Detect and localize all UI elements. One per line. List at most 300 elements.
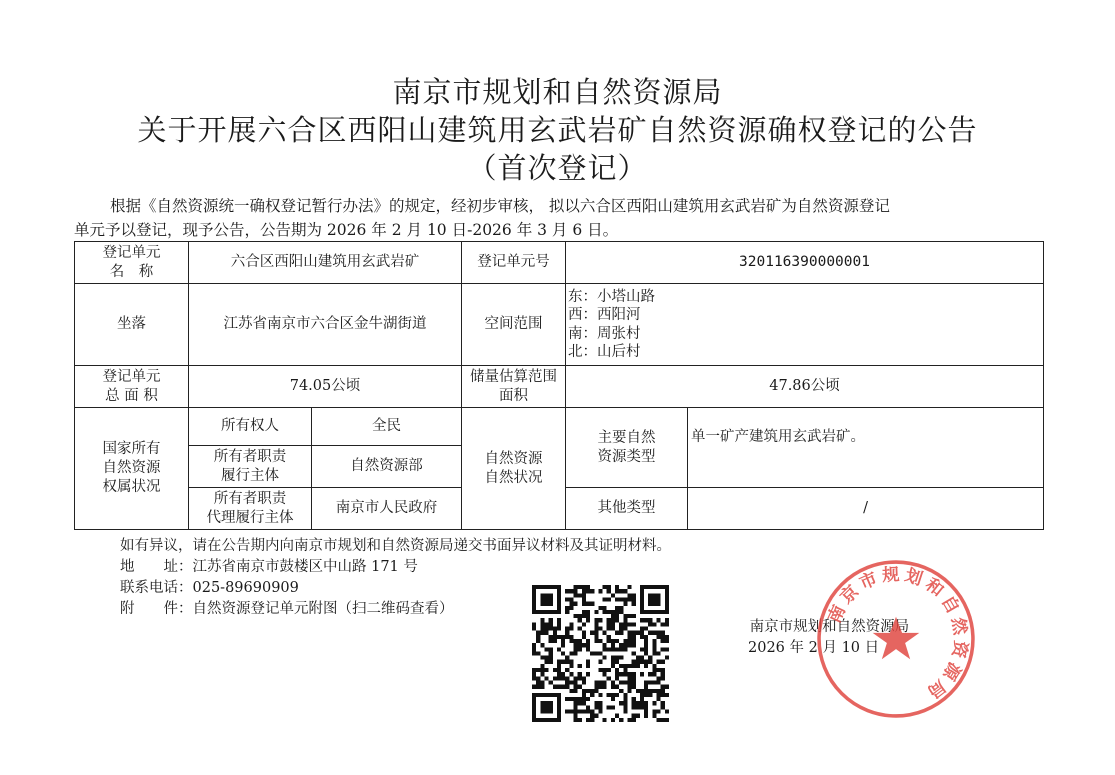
qr-module — [586, 705, 590, 709]
qr-module — [607, 635, 611, 639]
qr-module — [665, 685, 669, 689]
qr-module — [665, 635, 669, 639]
qr-module — [569, 660, 573, 664]
qr-module — [652, 602, 656, 606]
qr-module — [623, 643, 627, 647]
qr-module — [627, 593, 631, 597]
qr-module — [661, 622, 665, 626]
qr-module — [540, 664, 544, 668]
document-subtitle-note: （首次登记） — [467, 151, 648, 185]
qr-module — [532, 693, 536, 697]
qr-module — [632, 672, 636, 676]
qr-module — [644, 585, 648, 589]
table-row — [75, 284, 1044, 366]
qr-module — [586, 639, 590, 643]
qr-module — [665, 710, 669, 714]
qr-module — [574, 710, 578, 714]
qr-module — [540, 680, 544, 684]
qr-module — [657, 618, 661, 622]
qr-module — [565, 631, 569, 635]
qr-module — [615, 676, 619, 680]
qr-module — [549, 585, 553, 589]
qr-module — [569, 597, 573, 601]
qr-module — [553, 676, 557, 680]
qr-module — [611, 647, 615, 651]
qr-module — [603, 643, 607, 647]
qr-module — [544, 593, 548, 597]
qr-module — [661, 631, 665, 635]
qr-module — [640, 635, 644, 639]
qr-module — [661, 685, 665, 689]
qr-module — [657, 635, 661, 639]
qr-module — [557, 589, 561, 593]
total-area-value: 74.05公顷 — [189, 366, 462, 408]
qr-module — [582, 701, 586, 705]
qr-module — [557, 710, 561, 714]
qr-module — [578, 643, 582, 647]
qr-module — [640, 589, 644, 593]
qr-module — [615, 610, 619, 614]
qr-module — [619, 672, 623, 676]
qr-module — [557, 697, 561, 701]
qr-module — [603, 685, 607, 689]
qr-module — [532, 685, 536, 689]
qr-module — [615, 631, 619, 635]
other-type-label: 其他类型 — [566, 488, 688, 530]
qr-module — [632, 639, 636, 643]
qr-module — [557, 685, 561, 689]
qr-module — [532, 610, 536, 614]
attachment-line: 附 件：自然资源登记单元附图（扫二维码查看） — [120, 601, 454, 617]
qr-module — [665, 610, 669, 614]
qr-module — [644, 660, 648, 664]
location-label: 坐落 — [75, 284, 189, 366]
qr-module — [665, 606, 669, 610]
qr-module — [565, 660, 569, 664]
qr-module — [565, 676, 569, 680]
qr-module — [661, 647, 665, 651]
qr-module — [536, 668, 540, 672]
qr-module — [623, 668, 627, 672]
qr-module — [632, 664, 636, 668]
qr-module — [544, 693, 548, 697]
qr-module — [607, 705, 611, 709]
qr-module — [611, 622, 615, 626]
qr-module — [582, 643, 586, 647]
qr-module — [607, 676, 611, 680]
qr-module — [569, 639, 573, 643]
qr-module — [549, 660, 553, 664]
qr-module — [582, 689, 586, 693]
qr-module — [615, 614, 619, 618]
qr-module — [603, 718, 607, 722]
qr-module — [594, 610, 598, 614]
spatial-scope-value: 东：小塔山路 西：西阳河 南：周张村 北：山后村 — [566, 284, 1044, 366]
qr-module — [553, 693, 557, 697]
qr-module — [561, 685, 565, 689]
qr-module — [582, 597, 586, 601]
qr-module — [594, 618, 598, 622]
qr-module — [644, 639, 648, 643]
qr-module — [590, 693, 594, 697]
qr-module — [574, 676, 578, 680]
qr-module — [582, 676, 586, 680]
qr-module — [565, 685, 569, 689]
qr-module — [598, 693, 602, 697]
qr-module — [536, 676, 540, 680]
qr-module — [549, 680, 553, 684]
qr-module — [540, 693, 544, 697]
objection-note: 如有异议，请在公告期内向南京市规划和自然资源局递交书面异议材料及其证明材料。 — [120, 538, 671, 554]
qr-module — [657, 718, 661, 722]
qr-module — [574, 680, 578, 684]
qr-module — [532, 585, 536, 589]
qr-module — [540, 585, 544, 589]
qr-module — [578, 647, 582, 651]
qr-module — [611, 639, 615, 643]
qr-module — [661, 639, 665, 643]
qr-module — [619, 606, 623, 610]
qr-module — [532, 647, 536, 651]
qr-module — [557, 718, 561, 722]
qr-module — [657, 668, 661, 672]
qr-module — [636, 656, 640, 660]
qr-module — [544, 710, 548, 714]
qr-module — [536, 639, 540, 643]
qr-module — [565, 627, 569, 631]
qr-module — [578, 697, 582, 701]
qr-module — [665, 647, 669, 651]
qr-module — [574, 705, 578, 709]
qr-module — [586, 614, 590, 618]
qr-module — [648, 660, 652, 664]
qr-module — [582, 614, 586, 618]
qr-module — [540, 593, 544, 597]
qr-module — [665, 718, 669, 722]
qr-module — [540, 672, 544, 676]
qr-module — [590, 689, 594, 693]
qr-module — [582, 631, 586, 635]
qr-module — [627, 685, 631, 689]
qr-module — [569, 627, 573, 631]
qr-module — [598, 710, 602, 714]
reserve-area-value: 47.86公顷 — [566, 366, 1044, 408]
qr-module — [565, 597, 569, 601]
qr-module — [544, 660, 548, 664]
intro-paragraph-line1: 根据《自然资源统一确权登记暂行办法》的规定，经初步审核， 拟以六合区西阳山建筑用玄武岩矿为自然资源登记 — [110, 197, 890, 215]
qr-module — [661, 701, 665, 705]
qr-module — [615, 647, 619, 651]
qr-module — [549, 593, 553, 597]
qr-module — [569, 602, 573, 606]
qr-module — [611, 664, 615, 668]
qr-module — [623, 680, 627, 684]
qr-module — [607, 589, 611, 593]
qr-module — [627, 597, 631, 601]
qr-module — [557, 602, 561, 606]
qr-module — [557, 705, 561, 709]
qr-module — [578, 676, 582, 680]
qr-module — [640, 697, 644, 701]
qr-module — [636, 664, 640, 668]
qr-module — [574, 647, 578, 651]
qr-module — [582, 710, 586, 714]
intro-paragraph-line2: 单元予以登记，现予公告，公告期为 2026 年 2 月 10 日-2026 年 3 月 6 日。 — [74, 221, 619, 239]
qr-module — [615, 618, 619, 622]
qr-module — [590, 651, 594, 655]
qr-module — [557, 701, 561, 705]
qr-module — [619, 597, 623, 601]
qr-module — [565, 697, 569, 701]
qr-module — [623, 664, 627, 668]
qr-module — [632, 705, 636, 709]
qr-module — [598, 651, 602, 655]
qr-module — [598, 606, 602, 610]
qr-module — [627, 622, 631, 626]
qr-module — [590, 714, 594, 718]
qr-module — [627, 639, 631, 643]
qr-module — [611, 660, 615, 664]
qr-module — [586, 689, 590, 693]
qr-module — [540, 643, 544, 647]
qr-module — [598, 668, 602, 672]
qr-module — [615, 639, 619, 643]
qr-module — [632, 631, 636, 635]
qr-module — [557, 622, 561, 626]
qr-module — [640, 672, 644, 676]
qr-module — [640, 693, 644, 697]
qr-module — [549, 622, 553, 626]
qr-module — [549, 647, 553, 651]
address-line: 地 址：江苏省南京市鼓楼区中山路 171 号 — [120, 559, 418, 575]
qr-module — [665, 602, 669, 606]
qr-module — [611, 610, 615, 614]
qr-module — [623, 701, 627, 705]
qr-module — [636, 714, 640, 718]
qr-module — [582, 593, 586, 597]
qr-module — [644, 618, 648, 622]
qr-module — [549, 635, 553, 639]
qr-module — [648, 610, 652, 614]
qr-module — [603, 610, 607, 614]
main-type-label: 主要自然 资源类型 — [566, 408, 688, 488]
qr-module — [544, 602, 548, 606]
qr-module — [623, 614, 627, 618]
qr-module — [648, 689, 652, 693]
qr-module — [565, 710, 569, 714]
qr-module — [594, 705, 598, 709]
qr-module — [661, 689, 665, 693]
qr-module — [586, 664, 590, 668]
qr-module — [557, 606, 561, 610]
table-row — [75, 408, 1044, 446]
qr-module — [615, 656, 619, 660]
qr-module — [578, 664, 582, 668]
qr-module — [644, 693, 648, 697]
qr-module — [661, 705, 665, 709]
qr-module — [644, 647, 648, 651]
qr-module — [578, 685, 582, 689]
qr-module — [582, 602, 586, 606]
owner-label: 所有权人 — [189, 408, 312, 446]
qr-module — [640, 585, 644, 589]
qr-module — [569, 622, 573, 626]
qr-module — [565, 589, 569, 593]
qr-module — [615, 672, 619, 676]
qr-module — [598, 639, 602, 643]
qr-module — [652, 689, 656, 693]
qr-module — [553, 718, 557, 722]
qr-module — [627, 631, 631, 635]
qr-module — [611, 705, 615, 709]
qr-module — [594, 714, 598, 718]
document-subtitle: 关于开展六合区西阳山建筑用玄武岩矿自然资源确权登记的公告 — [137, 113, 978, 147]
qr-code[interactable] — [530, 585, 671, 722]
qr-module — [652, 597, 656, 601]
qr-module — [594, 680, 598, 684]
qr-module — [636, 631, 640, 635]
qr-module — [536, 718, 540, 722]
qr-module — [598, 701, 602, 705]
qr-module — [619, 627, 623, 631]
qr-module — [594, 685, 598, 689]
location-value: 江苏省南京市六合区金牛湖街道 — [189, 284, 462, 366]
qr-module — [615, 589, 619, 593]
qr-module — [544, 627, 548, 631]
qr-module — [549, 705, 553, 709]
qr-module — [540, 668, 544, 672]
qr-module — [582, 680, 586, 684]
qr-module — [644, 635, 648, 639]
qr-module — [544, 656, 548, 660]
qr-module — [544, 701, 548, 705]
qr-module — [549, 627, 553, 631]
qr-module — [627, 676, 631, 680]
qr-module — [644, 680, 648, 684]
qr-module — [607, 610, 611, 614]
qr-module — [623, 622, 627, 626]
qr-module — [607, 639, 611, 643]
qr-module — [657, 693, 661, 697]
qr-module — [652, 593, 656, 597]
qr-module — [557, 714, 561, 718]
qr-module — [640, 593, 644, 597]
document-title: 南京市规划和自然资源局 — [392, 75, 723, 109]
svg-text:南京市规划和自然资源局: 南京市规划和自然资源局 — [824, 564, 971, 705]
table-row — [75, 366, 1044, 408]
qr-module — [565, 680, 569, 684]
qr-module — [557, 585, 561, 589]
qr-module — [574, 685, 578, 689]
spatial-scope-label: 空间范围 — [462, 284, 566, 366]
qr-module — [644, 705, 648, 709]
qr-module — [540, 631, 544, 635]
qr-module — [590, 718, 594, 722]
qr-module — [640, 606, 644, 610]
qr-module — [574, 714, 578, 718]
qr-module — [536, 635, 540, 639]
qr-module — [586, 610, 590, 614]
qr-module — [632, 614, 636, 618]
qr-module — [569, 651, 573, 655]
qr-module — [532, 606, 536, 610]
issuer-name: 南京市规划和自然资源局 — [749, 619, 910, 635]
qr-module — [574, 701, 578, 705]
qr-module — [603, 597, 607, 601]
qr-module — [640, 647, 644, 651]
qr-module — [615, 660, 619, 664]
qr-module — [611, 718, 615, 722]
qr-module — [632, 714, 636, 718]
duty-subject-value: 自然资源部 — [312, 446, 462, 488]
qr-module — [549, 701, 553, 705]
qr-module — [582, 697, 586, 701]
qr-module — [553, 610, 557, 614]
qr-module — [611, 614, 615, 618]
qr-module — [582, 635, 586, 639]
qr-module — [540, 602, 544, 606]
qr-module — [540, 656, 544, 660]
qr-module — [632, 597, 636, 601]
qr-module — [665, 618, 669, 622]
qr-module — [544, 647, 548, 651]
qr-module — [598, 660, 602, 664]
qr-module — [640, 597, 644, 601]
qr-module — [632, 701, 636, 705]
qr-module — [582, 693, 586, 697]
qr-module — [648, 618, 652, 622]
qr-module — [607, 622, 611, 626]
qr-module — [544, 668, 548, 672]
qr-module — [532, 697, 536, 701]
qr-module — [611, 643, 615, 647]
qr-module — [657, 660, 661, 664]
qr-module — [648, 602, 652, 606]
unit-number-value: 320116390000001 — [566, 242, 1044, 284]
qr-module — [536, 680, 540, 684]
qr-module — [540, 622, 544, 626]
qr-module — [549, 610, 553, 614]
unit-name-label: 登记单元 名 称 — [75, 242, 189, 284]
qr-module — [586, 589, 590, 593]
qr-module — [532, 589, 536, 593]
qr-module — [657, 585, 661, 589]
qr-module — [590, 602, 594, 606]
qr-module — [553, 631, 557, 635]
qr-module — [657, 710, 661, 714]
unit-number-label: 登记单元号 — [462, 242, 566, 284]
qr-module — [661, 672, 665, 676]
qr-module — [640, 631, 644, 635]
qr-module — [657, 597, 661, 601]
duty-subject-label: 所有者职责 履行主体 — [189, 446, 312, 488]
qr-module — [569, 680, 573, 684]
qr-module — [574, 718, 578, 722]
qr-module — [611, 627, 615, 631]
qr-module — [578, 618, 582, 622]
qr-module — [553, 627, 557, 631]
qr-module — [644, 643, 648, 647]
qr-module — [623, 647, 627, 651]
qr-module — [532, 705, 536, 709]
total-area-label: 登记单元 总 面 积 — [75, 366, 189, 408]
qr-module — [652, 610, 656, 614]
qr-module — [540, 597, 544, 601]
qr-module — [578, 701, 582, 705]
qr-module — [540, 627, 544, 631]
qr-module — [578, 614, 582, 618]
qr-module — [607, 597, 611, 601]
